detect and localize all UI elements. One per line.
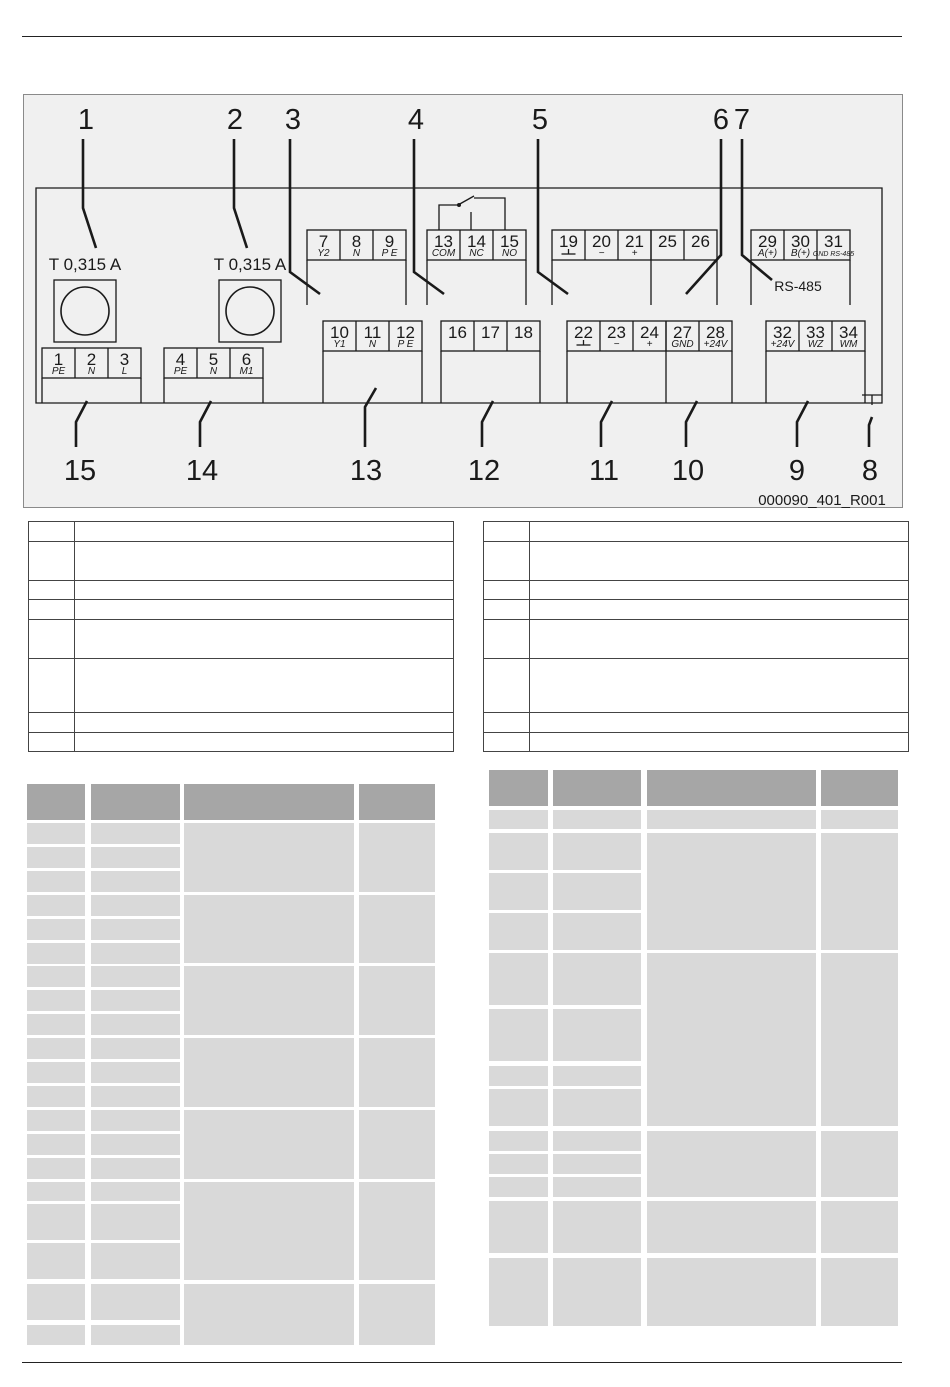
table-cell bbox=[553, 1009, 641, 1061]
terminal-number-29: 29 bbox=[758, 232, 777, 251]
fuse-holder bbox=[54, 280, 116, 342]
callout-number-15: 15 bbox=[63, 455, 97, 487]
table-cell bbox=[821, 953, 898, 1126]
table-cell bbox=[184, 966, 354, 1035]
callout-number-4: 4 bbox=[407, 104, 425, 136]
table-cell bbox=[553, 953, 641, 1005]
terminal-sub-label: − bbox=[613, 339, 620, 350]
table-cell bbox=[27, 1204, 85, 1240]
top-rule bbox=[22, 36, 902, 37]
terminal-number-2: 2 bbox=[86, 350, 97, 369]
table-cell bbox=[553, 1177, 641, 1197]
legend-row bbox=[484, 733, 909, 752]
legend-row bbox=[484, 581, 909, 600]
terminal-sub-label: + bbox=[631, 248, 638, 259]
table-cell bbox=[553, 833, 641, 870]
table-cell bbox=[91, 1284, 180, 1320]
table-cell bbox=[553, 810, 641, 829]
legend-table-left bbox=[28, 521, 454, 752]
table-header-cell bbox=[489, 770, 548, 806]
table-header-cell bbox=[184, 784, 354, 820]
terminal-number-22: 22 bbox=[574, 323, 593, 342]
table-cell bbox=[27, 919, 85, 940]
table-cell bbox=[821, 1201, 898, 1253]
fuse-cap bbox=[226, 287, 274, 335]
wiring-diagram bbox=[23, 94, 903, 508]
terminal-number-17: 17 bbox=[481, 323, 500, 342]
terminal-number-7: 7 bbox=[318, 232, 329, 251]
terminal-number-10: 10 bbox=[330, 323, 349, 342]
table-cell bbox=[489, 1201, 548, 1253]
legend-row bbox=[484, 713, 909, 733]
callout-number-12: 12 bbox=[467, 455, 501, 487]
table-cell bbox=[647, 833, 816, 950]
callout-leader-line bbox=[686, 139, 721, 294]
table-cell bbox=[184, 1182, 354, 1280]
terminal-sub-label: N bbox=[209, 366, 218, 377]
table-cell bbox=[489, 953, 548, 1005]
table-cell bbox=[91, 990, 180, 1011]
terminal-sub-label: GND bbox=[671, 339, 694, 350]
terminal-number-34: 34 bbox=[839, 323, 858, 342]
callout-number-1: 1 bbox=[77, 104, 95, 136]
table-cell bbox=[91, 895, 180, 916]
table-cell bbox=[91, 1110, 180, 1131]
table-header-cell bbox=[27, 784, 85, 820]
table-cell bbox=[489, 1177, 548, 1197]
legend-row bbox=[29, 581, 454, 600]
legend-row bbox=[484, 659, 909, 713]
table-cell bbox=[359, 823, 435, 892]
terminal-sub-label: N bbox=[352, 248, 361, 259]
table-header-cell bbox=[553, 770, 641, 806]
callout-number-2: 2 bbox=[226, 104, 244, 136]
terminal-number-16: 16 bbox=[448, 323, 467, 342]
terminal-sub-label: Y1 bbox=[333, 339, 346, 350]
housing-outline bbox=[36, 188, 882, 403]
table-cell bbox=[27, 1014, 85, 1035]
callout-leader-line bbox=[83, 139, 96, 248]
callout-leader-line bbox=[365, 388, 376, 447]
table-cell bbox=[647, 953, 816, 1126]
fuse-cap bbox=[61, 287, 109, 335]
table-cell bbox=[553, 873, 641, 910]
table-cell bbox=[27, 1086, 85, 1107]
table-cell bbox=[184, 895, 354, 963]
callout-leader-line bbox=[538, 139, 568, 294]
table-cell bbox=[489, 1089, 548, 1126]
legend-row bbox=[484, 542, 909, 581]
table-cell bbox=[91, 1204, 180, 1240]
terminal-number-21: 21 bbox=[625, 232, 644, 251]
legend-row bbox=[29, 620, 454, 659]
terminal-number-26: 26 bbox=[691, 232, 710, 251]
terminal-sub-label: L bbox=[121, 366, 128, 377]
terminal-number-27: 27 bbox=[673, 323, 692, 342]
terminal-number-6: 6 bbox=[241, 350, 252, 369]
terminal-sub-label: B(+) bbox=[790, 248, 811, 259]
terminal-diagram-svg bbox=[24, 95, 904, 509]
callout-leader-line bbox=[76, 401, 87, 447]
table-cell bbox=[553, 1131, 641, 1151]
table-cell bbox=[647, 810, 816, 829]
table-cell bbox=[821, 1258, 898, 1326]
table-cell bbox=[553, 1089, 641, 1126]
terminal-number-14: 14 bbox=[467, 232, 486, 251]
table-cell bbox=[27, 871, 85, 892]
legend-row bbox=[29, 733, 454, 752]
terminal-number-24: 24 bbox=[640, 323, 659, 342]
callout-leader-line bbox=[200, 401, 211, 447]
terminal-sub-label: − bbox=[598, 248, 605, 259]
callout-leader-line bbox=[869, 417, 872, 447]
table-cell bbox=[27, 1182, 85, 1201]
callout-number-7: 7 bbox=[733, 104, 751, 136]
terminal-number-28: 28 bbox=[706, 323, 725, 342]
table-cell bbox=[553, 1066, 641, 1086]
terminal-number-12: 12 bbox=[396, 323, 415, 342]
relay-contact-icon bbox=[457, 203, 461, 207]
table-cell bbox=[489, 833, 548, 870]
terminal-number-4: 4 bbox=[175, 350, 186, 369]
terminal-number-11: 11 bbox=[363, 323, 382, 342]
callout-number-13: 13 bbox=[349, 455, 383, 487]
legend-row bbox=[484, 600, 909, 620]
terminal-number-32: 32 bbox=[773, 323, 792, 342]
table-cell bbox=[489, 1009, 548, 1061]
table-cell bbox=[27, 1134, 85, 1155]
legend-row bbox=[29, 713, 454, 733]
table-cell bbox=[359, 1038, 435, 1107]
terminal-number-31: 31 bbox=[824, 232, 843, 251]
callout-leader-line bbox=[686, 401, 697, 447]
table-cell bbox=[489, 810, 548, 829]
table-cell bbox=[27, 1243, 85, 1279]
table-cell bbox=[27, 1284, 85, 1320]
callout-number-6: 6 bbox=[712, 104, 730, 136]
table-cell bbox=[489, 1066, 548, 1086]
legend-row bbox=[29, 522, 454, 542]
table-cell bbox=[553, 1258, 641, 1326]
terminal-number-20: 20 bbox=[592, 232, 611, 251]
callout-leader-line bbox=[797, 401, 808, 447]
terminal-number-15: 15 bbox=[500, 232, 519, 251]
terminal-sub-label: +24V bbox=[703, 339, 728, 350]
table-cell bbox=[91, 1062, 180, 1083]
table-cell bbox=[91, 943, 180, 964]
relay-contact-icon bbox=[439, 205, 459, 230]
terminal-number-3: 3 bbox=[119, 350, 130, 369]
legend-row bbox=[29, 600, 454, 620]
terminal-sub-label: N bbox=[368, 339, 377, 350]
callout-number-11: 11 bbox=[588, 455, 620, 487]
table-cell bbox=[489, 1258, 548, 1326]
figure-code: 000090_401_R001 bbox=[758, 492, 886, 509]
table-cell bbox=[359, 895, 435, 963]
table-cell bbox=[647, 1258, 816, 1326]
table-cell bbox=[553, 1154, 641, 1174]
terminal-number-33: 33 bbox=[806, 323, 825, 342]
terminal-sub-label: NO bbox=[502, 248, 517, 259]
table-cell bbox=[91, 1243, 180, 1279]
terminal-sub-label: PE bbox=[51, 366, 66, 377]
fuse-holder bbox=[219, 280, 281, 342]
terminal-sub-label: COM bbox=[431, 248, 456, 259]
terminal-sub-label: WZ bbox=[807, 339, 824, 350]
table-cell bbox=[553, 913, 641, 950]
table-header-cell bbox=[359, 784, 435, 820]
bottom-rule bbox=[22, 1362, 902, 1363]
legend-row bbox=[29, 542, 454, 581]
terminal-number-5: 5 bbox=[208, 350, 219, 369]
table-cell bbox=[27, 1158, 85, 1179]
terminal-sub-label: P E bbox=[381, 248, 398, 259]
table-cell bbox=[91, 871, 180, 892]
legend-row bbox=[484, 522, 909, 542]
rs485-label: RS-485 bbox=[774, 278, 822, 294]
table-cell bbox=[359, 1110, 435, 1179]
table-cell bbox=[647, 1201, 816, 1253]
table-cell bbox=[27, 1038, 85, 1059]
table-cell bbox=[27, 966, 85, 987]
terminal-sub-label: M1 bbox=[239, 366, 254, 377]
legend-row bbox=[29, 659, 454, 713]
legend-row bbox=[484, 620, 909, 659]
callout-number-9: 9 bbox=[788, 455, 806, 487]
legend-table-right bbox=[483, 521, 909, 752]
table-cell bbox=[91, 919, 180, 940]
table-cell bbox=[489, 1131, 548, 1151]
table-cell bbox=[27, 990, 85, 1011]
terminal-number-18: 18 bbox=[514, 323, 533, 342]
table-header-cell bbox=[91, 784, 180, 820]
table-cell bbox=[91, 1038, 180, 1059]
fuse-label: T 0,315 A bbox=[48, 255, 122, 274]
callout-leader-line bbox=[290, 139, 320, 294]
relay-contact-icon bbox=[474, 198, 505, 230]
table-cell bbox=[27, 1110, 85, 1131]
terminal-sub-label: Y2 bbox=[317, 248, 330, 259]
table-cell bbox=[91, 1014, 180, 1035]
terminal-sub-label: N bbox=[87, 366, 96, 377]
fuse-label: T 0,315 A bbox=[213, 255, 287, 274]
callout-number-8: 8 bbox=[861, 455, 879, 487]
callout-number-5: 5 bbox=[531, 104, 549, 136]
table-cell bbox=[91, 1182, 180, 1201]
terminal-number-30: 30 bbox=[791, 232, 810, 251]
callout-leader-line bbox=[601, 401, 612, 447]
table-cell bbox=[359, 966, 435, 1035]
table-cell bbox=[359, 1284, 435, 1345]
table-cell bbox=[91, 1325, 180, 1345]
table-cell bbox=[184, 1110, 354, 1179]
table-cell bbox=[27, 1062, 85, 1083]
table-cell bbox=[489, 1154, 548, 1174]
terminal-number-1: 1 bbox=[53, 350, 64, 369]
table-cell bbox=[91, 1158, 180, 1179]
terminal-sub-label: + bbox=[646, 339, 653, 350]
table-cell bbox=[91, 847, 180, 868]
terminal-sub-label: GND RS-485 bbox=[812, 251, 855, 258]
table-cell bbox=[91, 1134, 180, 1155]
table-cell bbox=[27, 943, 85, 964]
table-cell bbox=[821, 833, 898, 950]
table-cell bbox=[91, 1086, 180, 1107]
terminal-sub-label: NC bbox=[469, 248, 484, 259]
table-cell bbox=[91, 823, 180, 844]
callout-number-14: 14 bbox=[185, 455, 219, 487]
terminal-number-25: 25 bbox=[658, 232, 677, 251]
terminal-number-23: 23 bbox=[607, 323, 626, 342]
terminal-number-8: 8 bbox=[351, 232, 362, 251]
table-cell bbox=[27, 823, 85, 844]
table-cell bbox=[821, 1131, 898, 1197]
table-cell bbox=[27, 847, 85, 868]
terminal-sub-label: +24V bbox=[770, 339, 795, 350]
callout-number-3: 3 bbox=[284, 104, 302, 136]
table-cell bbox=[184, 1038, 354, 1107]
table-cell bbox=[489, 873, 548, 910]
table-cell bbox=[647, 1131, 816, 1197]
table-cell bbox=[91, 966, 180, 987]
terminal-sub-label: WM bbox=[839, 339, 858, 350]
table-cell bbox=[821, 810, 898, 829]
terminal-number-9: 9 bbox=[384, 232, 395, 251]
terminal-number-19: 19 bbox=[559, 232, 578, 251]
terminal-number-13: 13 bbox=[434, 232, 453, 251]
table-header-cell bbox=[821, 770, 898, 806]
table-cell bbox=[27, 895, 85, 916]
table-cell bbox=[359, 1182, 435, 1280]
table-cell bbox=[553, 1201, 641, 1253]
table-cell bbox=[184, 823, 354, 892]
table-header-cell bbox=[647, 770, 816, 806]
terminal-sub-label: P E bbox=[397, 339, 414, 350]
terminal-sub-label: A(+) bbox=[757, 248, 778, 259]
table-cell bbox=[184, 1284, 354, 1345]
callout-leader-line bbox=[482, 401, 493, 447]
callout-leader-line bbox=[234, 139, 247, 248]
terminal-sub-label: PE bbox=[173, 366, 188, 377]
table-cell bbox=[27, 1325, 85, 1345]
callout-number-10: 10 bbox=[671, 455, 705, 487]
table-cell bbox=[489, 913, 548, 950]
